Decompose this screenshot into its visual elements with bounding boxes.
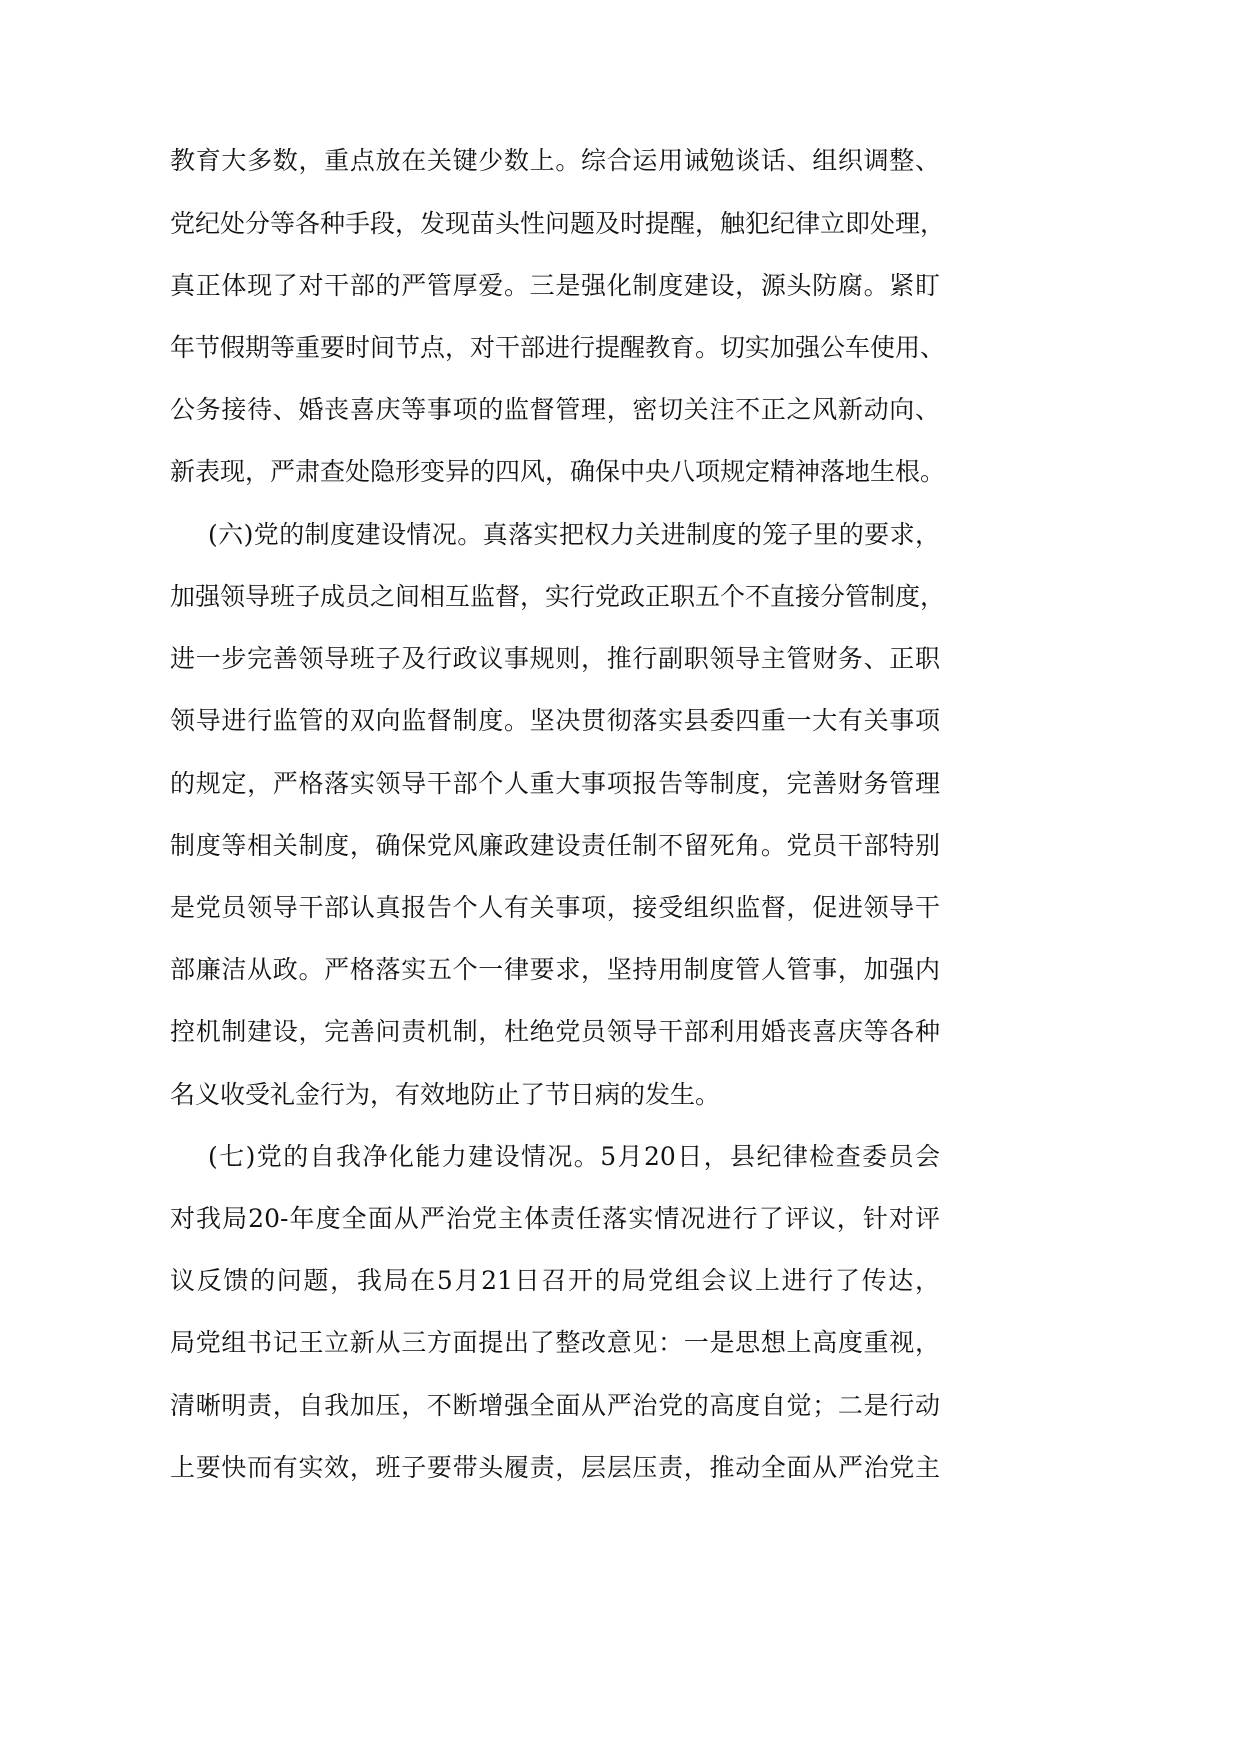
text-line: 党纪处分等各种手段，发现苗头性问题及时提醒，触犯纪律立即处理， [170,209,946,238]
text-line: 清晰明责，自我加压，不断增强全面从严治党的高度自觉；二是行动 [170,1391,940,1420]
text-line: 控机制建设，完善问责机制，杜绝党员领导干部利用婚丧喜庆等各种 [170,1017,940,1046]
text-line: 加强领导班子成员之间相互监督，实行党政正职五个不直接分管制度， [170,582,946,611]
text-line: 的规定，严格落实领导干部个人重大事项报告等制度，完善财务管理 [170,769,940,798]
text-line: 制度等相关制度，确保党风廉政建设责任制不留死角。党员干部特别 [170,831,940,860]
text-line: 局党组书记王立新从三方面提出了整改意见：一是思想上高度重视， [170,1328,940,1357]
text-line: 议反馈的问题，我局在5月21日召开的局党组会议上进行了传达， [170,1266,940,1295]
text-line: 名义收受礼金行为，有效地防止了节日病的发生。 [170,1080,721,1109]
text-line: 教育大多数，重点放在关键少数上。综合运用诫勉谈话、组织调整、 [170,146,940,175]
text-line: 公务接待、婚丧喜庆等事项的监督管理，密切关注不正之风新动向、 [170,395,940,424]
section-heading-line: (六)党的制度建设情况。真落实把权力关进制度的笼子里的要求， [208,520,940,549]
text-line: 年节假期等重要时间节点，对干部进行提醒教育。切实加强公车使用、 [170,333,946,362]
text-line: 对我局20-年度全面从严治党主体责任落实情况进行了评议，针对评 [170,1204,940,1233]
text-line: 是党员领导干部认真报告个人有关事项，接受组织监督，促进领导干 [170,893,940,922]
text-line: 上要快而有实效，班子要带头履责，层层压责，推动全面从严治党主 [170,1453,940,1482]
text-line: 新表现，严肃查处隐形变异的四风，确保中央八项规定精神落地生根。 [170,457,946,486]
text-line: 部廉洁从政。严格落实五个一律要求，坚持用制度管人管事，加强内 [170,955,940,984]
text-line: 真正体现了对干部的严管厚爱。三是强化制度建设，源头防腐。紧盯 [170,271,940,300]
section-heading-line: (七)党的自我净化能力建设情况。5月20日，县纪律检查委员会 [208,1142,940,1171]
text-line: 进一步完善领导班子及行政议事规则，推行副职领导主管财务、正职 [170,644,940,673]
text-line: 领导进行监管的双向监督制度。坚决贯彻落实县委四重一大有关事项 [170,706,940,735]
